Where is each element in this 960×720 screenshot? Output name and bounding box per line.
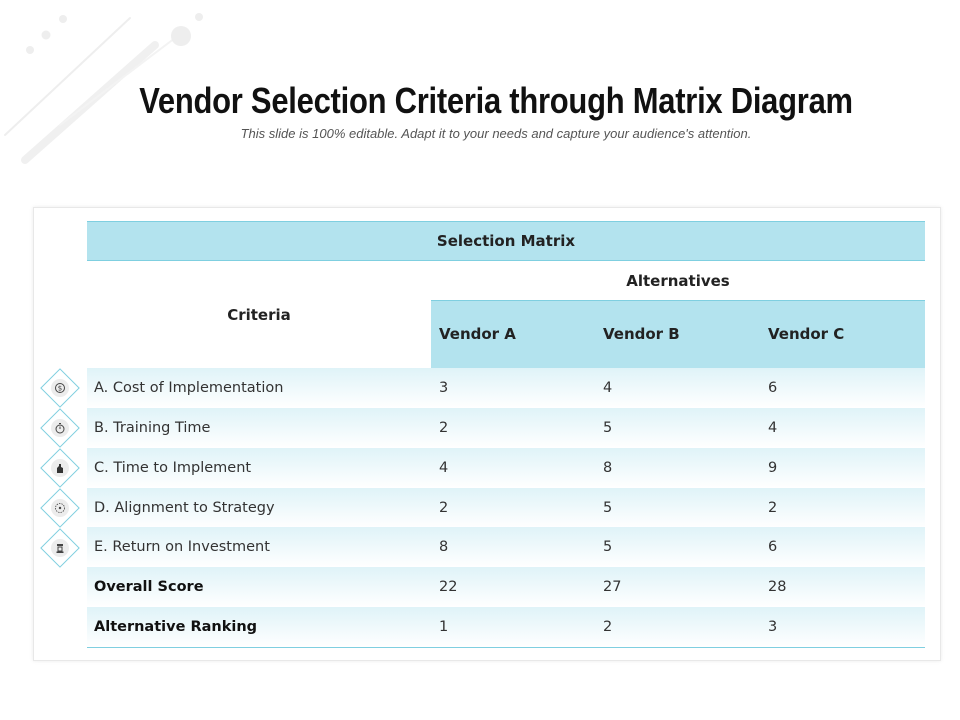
vendor-a-score: 22: [439, 579, 458, 595]
vendor-a-value: 2: [439, 420, 449, 436]
vendor-a-value: 3: [439, 380, 449, 396]
vendor-c-value: 4: [768, 420, 778, 436]
vendor-a-value: 2: [439, 500, 449, 516]
vendor-c-score: 28: [768, 579, 787, 595]
vendor-b-score: 27: [603, 579, 622, 595]
criteria-cell: C. Time to Implement: [94, 460, 252, 476]
criteria-cell: D. Alignment to Strategy: [94, 500, 275, 516]
vendor-b-header: Vendor B: [603, 325, 680, 343]
vendor-a-value: 4: [439, 460, 449, 476]
alternatives-label: Alternatives: [626, 272, 730, 290]
svg-text:$: $: [57, 384, 63, 393]
stopwatch-icon: [51, 419, 69, 437]
vendor-b-value: 5: [603, 539, 613, 555]
vendor-a-header: Vendor A: [439, 325, 516, 343]
vendor-b-value: 5: [603, 500, 613, 516]
table-row: [87, 408, 925, 448]
vendor-b-value: 4: [603, 380, 613, 396]
criteria-cell: E. Return on Investment: [94, 539, 270, 555]
hand-clock-icon: [51, 459, 69, 477]
vendor-a-rank: 1: [439, 619, 449, 635]
page-title: Vendor Selection Criteria through Matrix Diagram: [139, 80, 853, 121]
vendor-c-value: 9: [768, 460, 778, 476]
overall-score-row: [87, 567, 925, 607]
vendor-c-rank: 3: [768, 619, 778, 635]
vendor-c-value: 2: [768, 500, 778, 516]
vendor-b-value: 8: [603, 460, 613, 476]
selection-matrix-header: Selection Matrix: [87, 221, 925, 261]
criteria-cell: B. Training Time: [94, 420, 211, 436]
money-icon: [51, 379, 69, 397]
roi-icon: [51, 539, 69, 557]
criteria-label: Criteria: [227, 306, 291, 324]
vendor-b-value: 5: [603, 420, 613, 436]
overall-score-label: Overall Score: [94, 579, 204, 595]
table-bottom-border: [87, 647, 925, 648]
alternative-ranking-label: Alternative Ranking: [94, 619, 258, 635]
page-subtitle: This slide is 100% editable. Adapt it to your needs and capture your audience's attention.: [240, 126, 752, 141]
vendor-c-value: 6: [768, 539, 778, 555]
vendor-c-header: Vendor C: [768, 325, 845, 343]
criteria-cell: A. Cost of Implementation: [94, 380, 284, 396]
strategy-icon: [51, 499, 69, 517]
vendor-c-value: 6: [768, 380, 778, 396]
vendor-a-value: 8: [439, 539, 449, 555]
vendor-b-rank: 2: [603, 619, 613, 635]
